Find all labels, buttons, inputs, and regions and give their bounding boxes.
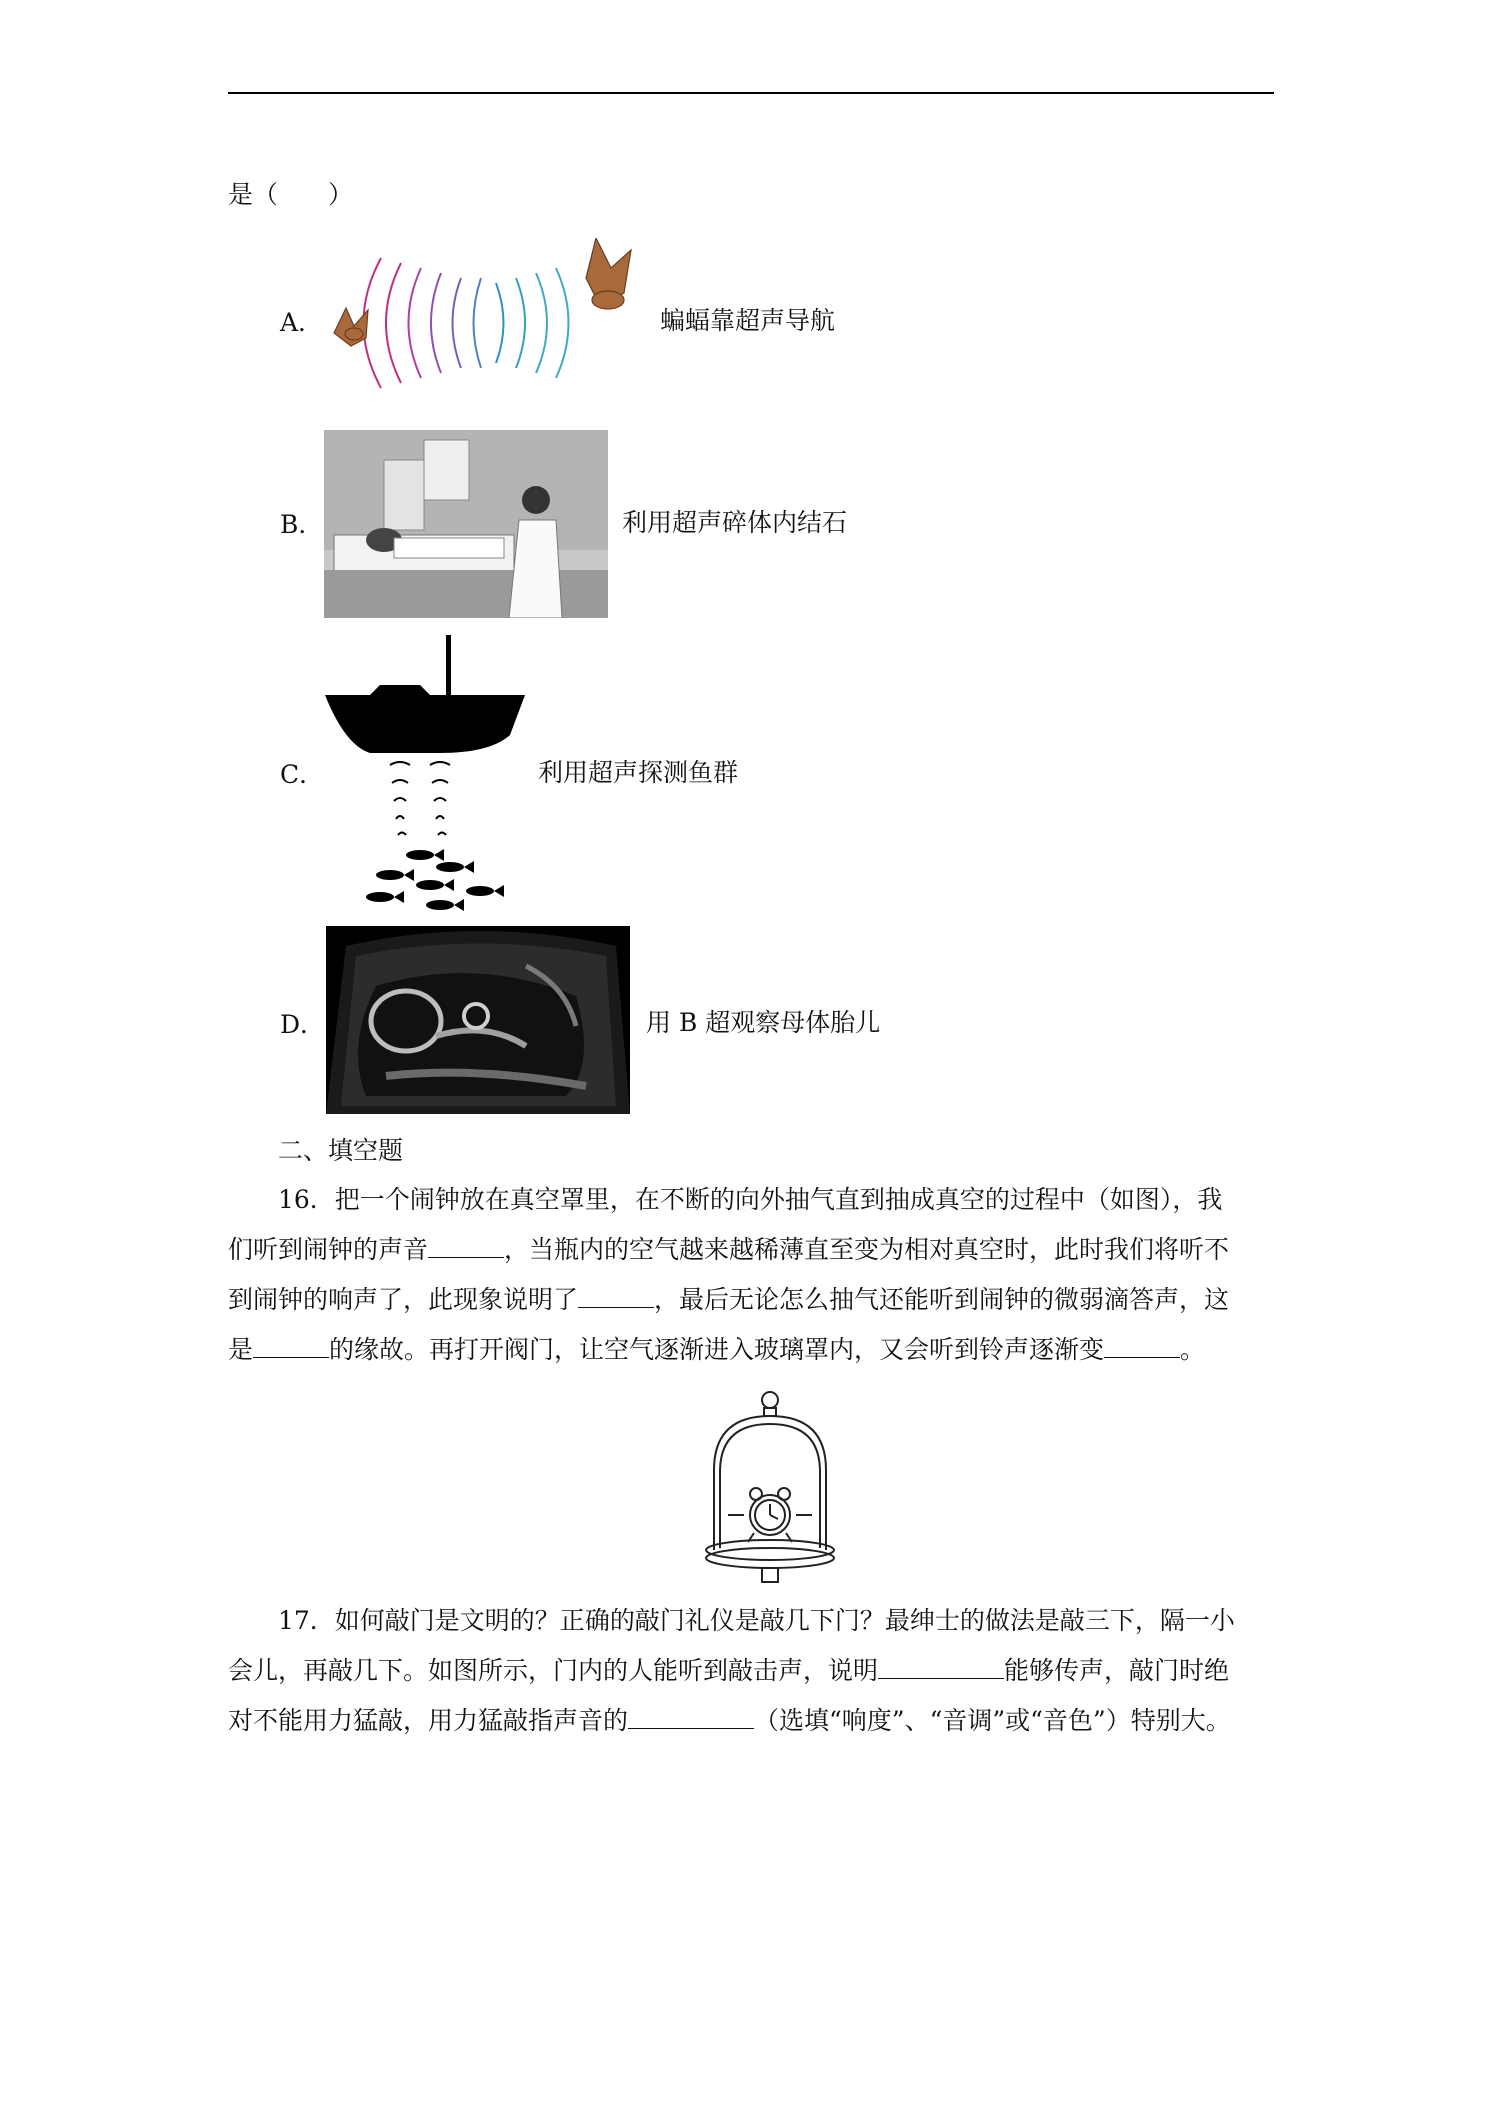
q16-text: 们听到闹钟的声音	[228, 1235, 429, 1264]
ultrasound-lithotripsy-photo	[324, 430, 608, 618]
option-d-letter: D．	[280, 1010, 326, 1039]
answer-blank-3[interactable]	[253, 1335, 329, 1358]
q16-line-2	[228, 1225, 1274, 1275]
bell-jar-alarm-clock-illustration	[704, 1390, 836, 1586]
question-17	[228, 1596, 1274, 1746]
q16-text: ，最后无论怎么抽气还能听到闹钟的微弱滴答声，这	[654, 1285, 1230, 1314]
header-rule	[228, 92, 1274, 94]
q16-text: 的缘故。再打开阀门，让空气逐渐进入玻璃罩内，又会听到铃声逐渐变	[329, 1335, 1105, 1364]
q17-line-2	[228, 1646, 1274, 1696]
boat-sonar-fish-illustration	[320, 635, 530, 915]
bat-echolocation-illustration	[326, 238, 648, 408]
q17-line-3	[228, 1696, 1274, 1746]
option-c-letter: C．	[280, 760, 325, 789]
q16-line-1: 16．把一个闹钟放在真空罩里，在不断的向外抽气直到抽成真空的过程中（如图），我	[278, 1185, 1223, 1214]
option-a-letter: A．	[280, 308, 324, 337]
q16-text: 。	[1180, 1335, 1206, 1364]
option-c-caption: 利用超声探测鱼群	[538, 758, 739, 787]
answer-blank-5[interactable]	[878, 1656, 1004, 1679]
fetal-ultrasound-image	[326, 926, 630, 1114]
q17-line-1: 17．如何敲门是文明的？正确的敲门礼仪是敲几下门？最绅士的做法是敲三下，隔一小	[278, 1606, 1235, 1635]
q17-text: （选填“响度”、“音调”或“音色”）特别大。	[754, 1706, 1231, 1735]
answer-blank-2[interactable]	[578, 1285, 654, 1308]
q17-text: 会儿，再敲几下。如图所示，门内的人能听到敲击声，说明	[228, 1656, 879, 1685]
question-16	[228, 1175, 1274, 1375]
answer-blank-1[interactable]	[428, 1235, 504, 1258]
q17-text: 对不能用力猛敲，用力猛敲指声音的	[228, 1706, 629, 1735]
q17-text: 能够传声，敲门时绝	[1004, 1656, 1230, 1685]
question-15-tail: 是（ ）	[228, 180, 354, 209]
option-d-caption: 用 B 超观察母体胎儿	[646, 1008, 881, 1037]
q16-line-4	[228, 1325, 1274, 1375]
answer-blank-6[interactable]	[628, 1706, 754, 1729]
q16-text: 是	[228, 1335, 254, 1364]
q16-text: ，当瓶内的空气越来越稀薄直至变为相对真空时，此时我们将听不	[504, 1235, 1230, 1264]
option-b-caption: 利用超声碎体内结石	[622, 508, 848, 537]
q16-line-3	[228, 1275, 1274, 1325]
section-title: 二、填空题	[278, 1136, 404, 1165]
option-a-caption: 蝙蝠靠超声导航	[660, 306, 836, 335]
answer-blank-4[interactable]	[1104, 1335, 1180, 1358]
q16-text: 到闹钟的响声了，此现象说明了	[228, 1285, 579, 1314]
option-b-letter: B．	[280, 510, 324, 539]
